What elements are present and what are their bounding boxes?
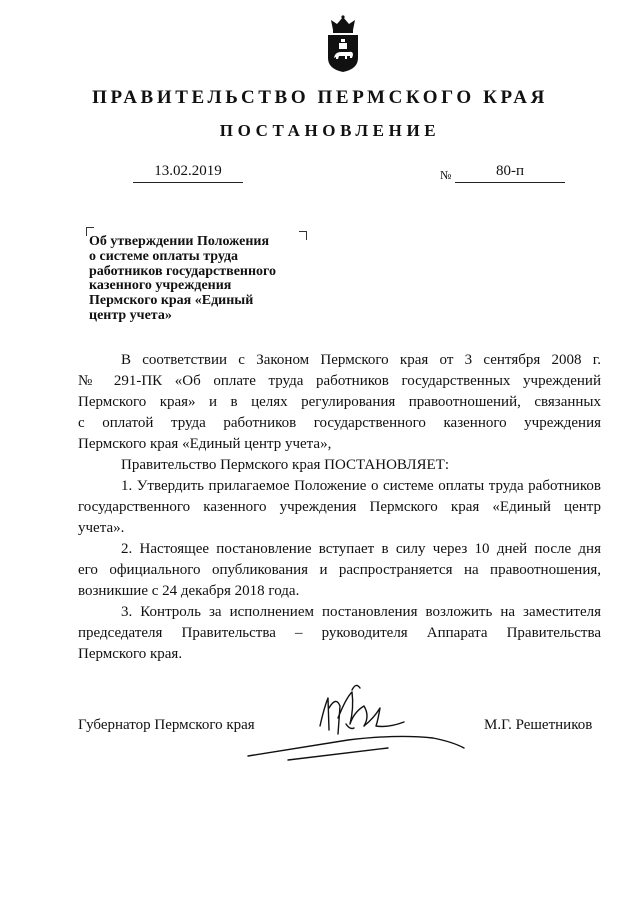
document-subject: [89, 235, 319, 324]
decree-line: Правительство Пермского края ПОСТАНОВЛЯЕТ:: [121, 457, 450, 473]
preamble-line: В соответствии с Законом Пермского края от 3 сентября 2008 г.: [121, 352, 601, 368]
signatory-position: Губернатор Пермского края: [78, 717, 255, 733]
handwritten-signature: [228, 668, 478, 768]
item-2-line: 2. Настоящее постановление вступает в силу через 10 дней после дня: [121, 541, 601, 557]
preamble-line: Пермского края» и в целях регулирования правоотношений, связанных: [78, 394, 601, 410]
document-date: 13.02.2019: [154, 163, 222, 179]
document-body: [78, 350, 601, 665]
document-number: 80-п: [495, 163, 525, 179]
document-type: ПОСТАНОВЛЕНИЕ: [219, 121, 441, 140]
item-2-line: возникшие с 24 декабря 2018 года.: [78, 583, 300, 599]
signatory-name: М.Г. Решетников: [484, 717, 593, 733]
item-3-paragraph: [78, 602, 601, 665]
item-2-paragraph: [78, 539, 601, 602]
subject-line: казенного учреждения: [89, 278, 232, 294]
item-3-line: Пермского края.: [78, 646, 183, 662]
item-3-line: 3. Контроль за исполнением постановления возложить на заместителя: [121, 604, 601, 620]
organization-title: ПРАВИТЕЛЬСТВО ПЕРМСКОГО КРАЯ: [92, 87, 548, 108]
preamble-paragraph: [78, 350, 601, 455]
subject-line: Пермского края «Единый: [89, 293, 254, 309]
subject-line: работников государственного: [89, 263, 277, 279]
item-3-line: председателя Правительства – руководителя Аппарата Правительства: [78, 625, 601, 641]
coat-of-arms-emblem: [325, 14, 361, 74]
item-1-line: государственного казенного учреждения Пермского края «Единый центр: [78, 499, 601, 515]
subject-line: о системе оплаты труда: [89, 248, 239, 264]
subject-line: Об утверждении Положения: [89, 234, 270, 249]
preamble-line: № 291-ПК «Об оплате труда работников государственных учреждений: [78, 373, 601, 389]
number-underline: [455, 182, 565, 183]
item-1-paragraph: [78, 476, 601, 539]
item-1-line: 1. Утвердить прилагаемое Положение о системе оплаты труда работников: [121, 478, 601, 494]
preamble-line: с оплатой труда работников государственного казенного учреждения: [78, 415, 601, 431]
subject-line: центр учета»: [89, 307, 172, 323]
number-sign: №: [440, 168, 452, 182]
preamble-line: Пермского края «Единый центр учета»,: [78, 436, 332, 452]
item-1-line: учета».: [78, 520, 125, 536]
item-2-line: его официального опубликования и распространяется на правоотношения,: [78, 562, 601, 578]
date-underline: [133, 182, 243, 183]
